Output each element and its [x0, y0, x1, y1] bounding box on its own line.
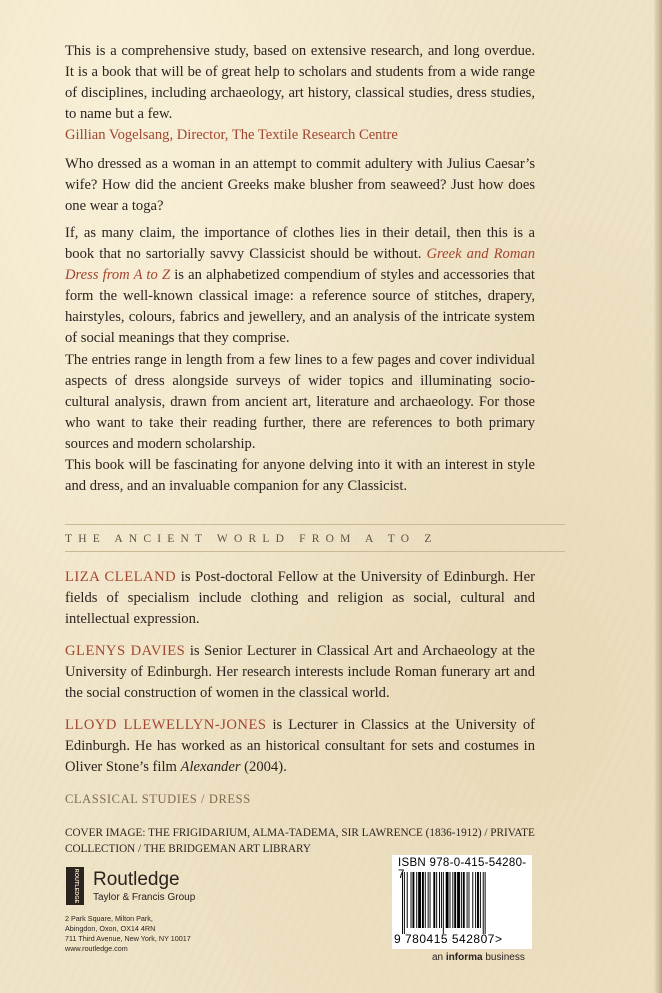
author-text-1: is Post-doctoral Fellow at the University of Edinburgh. Her fields of specialism include clothing and religion as social, cultural and intellectual expression. — [65, 569, 535, 627]
description-block-2 — [65, 223, 535, 349]
description-paragraph-2-start: If, as many claim, the importance of clothes lies in their detail, then this is a book that no sartorially savvy Classicist should be without. — [65, 225, 535, 262]
address-line: 711 Third Avenue, New York, NY 10017 — [65, 934, 191, 943]
isbn-barcode — [392, 855, 532, 949]
informa-tagline — [432, 952, 525, 963]
film-title: Alexander — [180, 759, 241, 775]
description-block-3 — [65, 350, 535, 455]
book-edge — [654, 0, 662, 993]
subject-category: CLASSICAL STUDIES / DRESS — [65, 792, 251, 806]
informa-suffix: business — [482, 952, 525, 963]
praise-block — [65, 41, 535, 146]
description-block — [65, 154, 535, 217]
series-title: THE ANCIENT WORLD FROM A TO Z — [65, 533, 438, 545]
barcode-quiet-zone-mark: > — [494, 932, 503, 946]
description-paragraph-3: The entries range in length from a few lines to a few pages and cover individual aspects of dress alongside surveys of wider topics and illuminating socio-cultural analysis, drawn from ancient art, literature and archaeology. For those who want to take their reading further, there are references to both primary sources and modern scholarship. — [65, 352, 535, 452]
series-rule-bottom — [65, 551, 565, 552]
publisher-block — [65, 866, 325, 954]
praise-quote: This is a comprehensive study, based on extensive research, and long overdue. It is a book that will be of great help to scholars and students from a wide range of disciplines, including archaeology, art history, classical studies, dress studies, to name but a few. — [65, 43, 535, 122]
barcode-number: 9 780415 542807 — [394, 932, 495, 946]
description-paragraph-4: This book will be fascinating for anyone delving into it with an interest in style and dress, and an invaluable companion for any Classicist. — [65, 457, 535, 494]
author-bio-3 — [65, 715, 535, 778]
isbn-label: ISBN 978-0-415-54280-7 — [398, 857, 527, 881]
informa-prefix: an — [432, 952, 446, 963]
description-paragraph-2 — [65, 223, 535, 349]
logo-wordmark: ROUTLEDGE — [73, 868, 79, 904]
author-name-3: LLOYD LLEWELLYN-JONES — [65, 717, 267, 733]
informa-brand: informa — [445, 952, 483, 963]
address-line: Abingdon, Oxon, OX14 4RN — [65, 924, 156, 933]
author-text-2: is Senior Lecturer in Classical Art and Archaeology at the University of Edinburgh. Her research interests include Roman funerary art and the social construction of women in the classical world. — [65, 643, 535, 701]
book-title: Greek and Roman Dress from A to Z — [65, 246, 535, 283]
series-rule-top — [65, 524, 565, 525]
author-bio-2 — [65, 641, 535, 704]
publisher-website: www.routledge.com — [65, 944, 128, 953]
publisher-logo — [65, 866, 325, 906]
cover-image-credit: COVER IMAGE: THE FRIGIDARIUM, ALMA-TADEMA, SIR LAWRENCE (1836-1912) / PRIVATE COLLECTION / THE BRIDGEMAN ART LIBRARY — [65, 827, 535, 855]
author-text-3-end: (2004). — [240, 759, 287, 775]
praise-source: Gillian Vogelsang, Director, The Textile Research Centre — [65, 127, 398, 143]
description-paragraph-2-end: is an alphabetized compendium of styles and accessories that form the well-known classical image: a reference source of stitches, drapery, hairstyles, colours, fabrics and jewellery, and an analysis of the intricate system of social meanings that they comprise. — [65, 267, 535, 346]
barcode-icon — [402, 872, 520, 934]
description-block-4 — [65, 455, 535, 497]
address-line: 2 Park Square, Milton Park, — [65, 914, 153, 923]
author-name-1: LIZA CLELAND — [65, 569, 177, 585]
barcode-digits — [394, 932, 502, 946]
routledge-logo-icon — [65, 866, 85, 906]
author-name-2: GLENYS DAVIES — [65, 643, 186, 659]
author-bio-1 — [65, 567, 535, 630]
publisher-address — [65, 914, 325, 954]
author-text-3-start: is Lecturer in Classics at the University of Edinburgh. He has worked as an historical consultant for sets and costumes in Oliver Stone’s film — [65, 717, 535, 775]
description-paragraph-1: Who dressed as a woman in an attempt to commit adultery with Julius Caesar’s wife? How did the ancient Greeks make blusher from seaweed? Just how does one wear a toga? — [65, 156, 535, 214]
publisher-name: Routledge — [93, 869, 180, 890]
publisher-group: Taylor & Francis Group — [93, 892, 196, 903]
